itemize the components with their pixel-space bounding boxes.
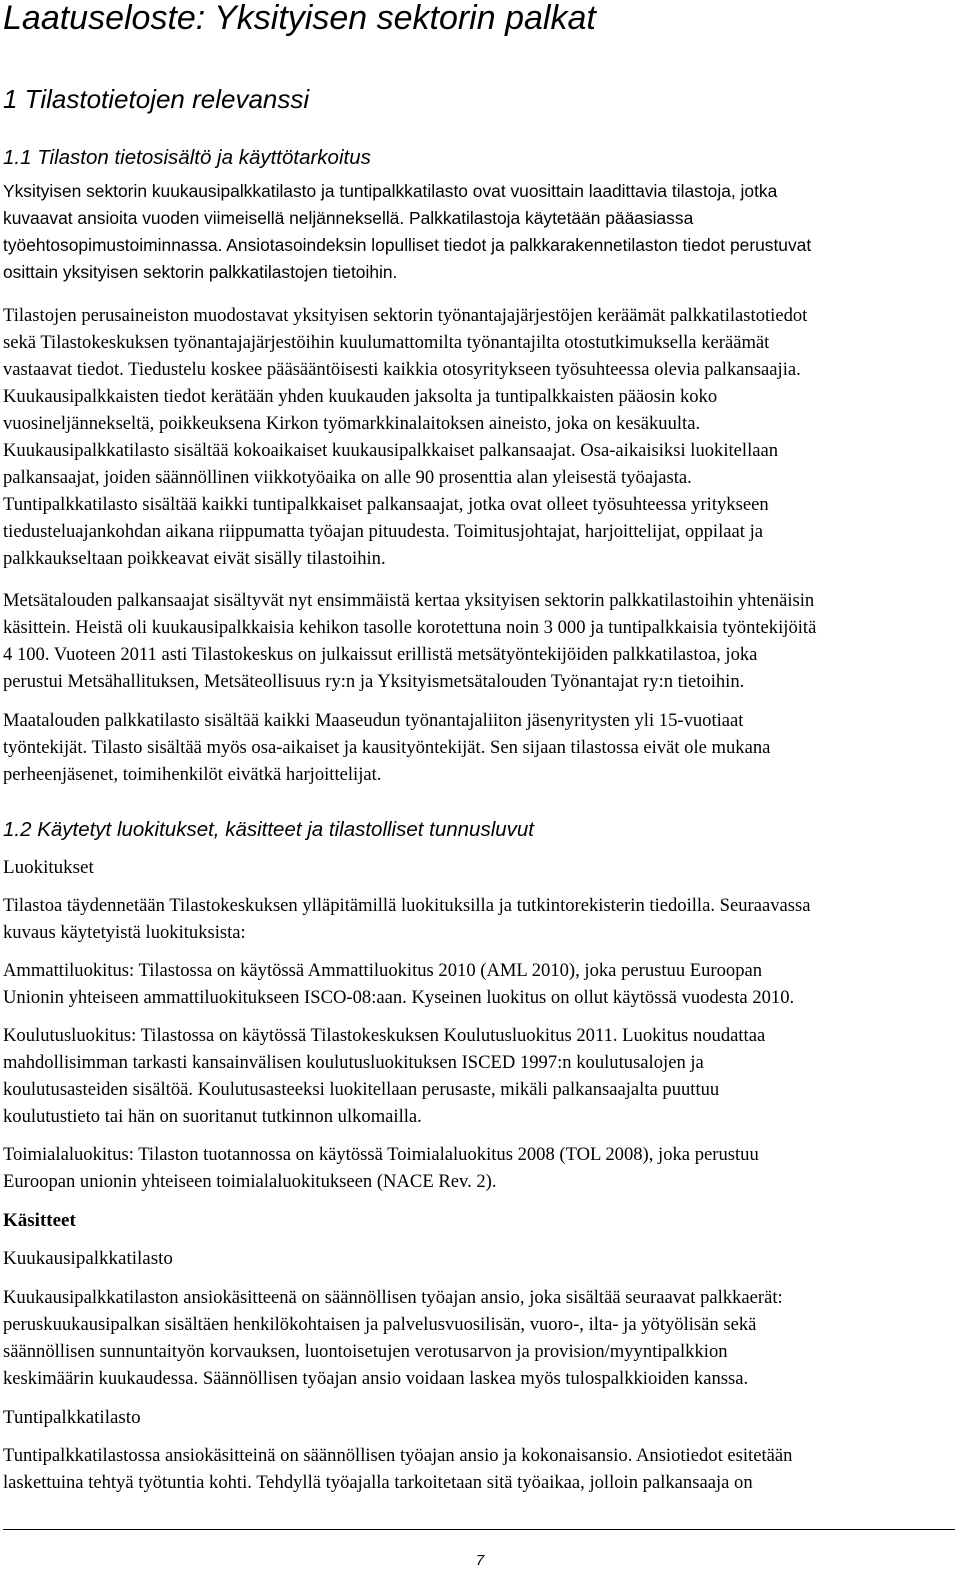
text-line: Koulutusluokitus: Tilastossa on käytössä Tilastokeskuksen Koulutusluokitus 2011. Luokitus noudattaa [3, 1025, 766, 1046]
text-line: Euroopan unionin yhteiseen toimialaluokitukseen (NACE Rev. 2). [3, 1171, 497, 1192]
text-line: kuvaavat ansioita vuoden viimeisellä neljänneksellä. Palkkatilastoja käytetään pääasiassa [3, 208, 694, 228]
text-line: Tilastoa täydennetään Tilastokeskuksen ylläpitämillä luokituksilla ja tutkintorekisterin tiedoilla. Seuraavassa [3, 895, 811, 916]
text-line: peruskuukausipalkan sisältäen henkilökohtaisen ja palvelusvuosilisän, vuoro-, ilta- ja yötyölisän sekä [3, 1314, 757, 1335]
text-line: tiedusteluajankohdan aikana riippumatta työajan pituudesta. Toimitusjohtajat, harjoittelijat, oppilaat ja [3, 521, 763, 542]
text-line: laskettuina tehtyä työtuntia kohti. Tehdyllä työajalla tarkoitetaan sitä työaikaa, jolloin palkansaaja on [3, 1472, 753, 1493]
subheading-kasitteet: Käsitteet [3, 1210, 76, 1231]
paragraph-industry-classification [3, 1141, 958, 1195]
text-line: vastaavat tiedot. Tiedustelu koskee pääsääntöisesti kaikkia otosyritykseen työsuhteessa olevia palkansaajia. [3, 359, 801, 380]
text-line: Yksityisen sektorin kuukausipalkkatilasto ja tuntipalkkatilasto ovat vuosittain laadittavia tilastoja, jotka [3, 181, 778, 201]
text-line: käsittein. Heistä oli kuukausipalkkaisia kehikon tasolle korotettuna noin 3 000 ja tuntipalkkaisia työntekijöitä [3, 617, 817, 638]
text-line: palkansaajat, joiden säännöllinen viikkotyöaika on alle 90 prosenttia alan yleisestä työajasta. [3, 467, 692, 488]
paragraph-occupation-classification [3, 957, 958, 1011]
text-line: työntekijät. Tilasto sisältää myös osa-aikaiset ja kausityöntekijät. Sen sijaan tilastossa eivät ole mukana [3, 737, 771, 758]
page-number: 7 [475, 1552, 485, 1569]
document-title: Laatuseloste: Yksityisen sektorin palkat [3, 0, 596, 37]
text-line: Unionin yhteiseen ammattiluokitukseen ISCO-08:aan. Kyseinen luokitus on ollut käytössä vuodesta 2010. [3, 987, 795, 1008]
text-line: mahdollisimman tarkasti kansainvälisen koulutusluokituksen ISCED 1997:n koulutusalojen ja [3, 1052, 704, 1073]
paragraph-classifications-intro [3, 892, 958, 946]
paragraph-hourly-earnings [3, 1442, 958, 1496]
text-line: osittain yksityisen sektorin palkkatilastojen tietoihin. [3, 262, 398, 282]
subheading-luokitukset: Luokitukset [3, 857, 94, 878]
footer-divider [3, 1529, 955, 1530]
section-heading-1-1: 1.1 Tilaston tietosisältö ja käyttötarkoitus [3, 146, 371, 169]
text-line: palkkaukseltaan poikkeavat eivät sisälly tilastoihin. [3, 548, 386, 569]
text-line: työehtosopimustoiminnassa. Ansiotasoindeksin lopulliset tiedot ja palkkarakennetilaston tiedot perustuvat [3, 235, 812, 255]
text-line: koulutusasteiden sisältöä. Koulutusasteeksi luokitellaan perusaste, mikäli palkansaajalta puuttuu [3, 1079, 720, 1100]
text-line: Tuntipalkkatilasto sisältää kaikki tuntipalkkaiset palkansaajat, jotka ovat olleet työsuhteessa yritykseen [3, 494, 769, 515]
paragraph-forestry [3, 587, 958, 695]
paragraph-data-sources [3, 302, 958, 572]
text-line: Metsätalouden palkansaajat sisältyvät nyt ensimmäistä kertaa yksityisen sektorin palkkatilastoihin yhtenäisin [3, 590, 815, 611]
paragraph-scope [3, 178, 958, 286]
text-line: Ammattiluokitus: Tilastossa on käytössä Ammattiluokitus 2010 (AML 2010), joka perustuu Euroopan [3, 960, 763, 981]
paragraph-agriculture [3, 707, 958, 788]
paragraph-monthly-earnings [3, 1284, 958, 1392]
text-line: Tuntipalkkatilastossa ansiokäsitteinä on säännöllisen työajan ansio ja kokonaisansio. Ansiotiedot esitetään [3, 1445, 793, 1466]
text-line: säännöllisen sunnuntaityön korvauksen, luontoisetujen verotusarvon ja provision/myyntipalkkion [3, 1341, 728, 1362]
text-line: sekä Tilastokeskuksen työnantajajärjestöihin kuulumattomilta työnantajilta otostutkimuksella keräämät [3, 332, 770, 353]
text-line: kuvaus käytetyistä luokituksista: [3, 922, 246, 943]
section-heading-1-2: 1.2 Käytetyt luokitukset, käsitteet ja tilastolliset tunnusluvut [3, 818, 534, 841]
text-line: Kuukausipalkkatilaston ansiokäsitteenä on säännöllisen työajan ansio, joka sisältää seuraavat palkkaerät: [3, 1287, 783, 1308]
text-line: perustui Metsähallituksen, Metsäteollisuus ry:n ja Yksityismetsätalouden Työnantajat ry:n tietoihin. [3, 671, 745, 692]
text-line: 4 100. Vuoteen 2011 asti Tilastokeskus on julkaissut erillistä metsätyöntekijöiden palkkatilastoa, joka [3, 644, 758, 665]
text-line: Toimialaluokitus: Tilaston tuotannossa on käytössä Toimialaluokitus 2008 (TOL 2008), joka perustuu [3, 1144, 759, 1165]
section-heading-1: 1 Tilastotietojen relevanssi [3, 84, 310, 114]
text-line: perheenjäsenet, toimihenkilöt eivätkä harjoittelijat. [3, 764, 382, 785]
text-line: vuosineljännekseltä, poikkeuksena Kirkon työmarkkinalaitoksen aineisto, joka on kesäkuulta. [3, 413, 701, 434]
paragraph-education-classification [3, 1022, 958, 1130]
subheading-tuntipalkkatilasto: Tuntipalkkatilasto [3, 1407, 141, 1428]
text-line: Kuukausipalkkaisten tiedot kerätään yhden kuukauden jaksolta ja tuntipalkkaisten pääosin koko [3, 386, 718, 407]
text-line: Tilastojen perusaineiston muodostavat yksityisen sektorin työnantajajärjestöjen keräämät palkkatilastotiedot [3, 305, 808, 326]
subheading-kuukausipalkkatilasto: Kuukausipalkkatilasto [3, 1248, 173, 1269]
text-line: koulutustieto tai hän on suoritanut tutkinnon ulkomailla. [3, 1106, 422, 1127]
text-line: Maatalouden palkkatilasto sisältää kaikki Maaseudun työnantajaliiton jäsenyritysten yli 15-vuotiaat [3, 710, 744, 731]
text-line: keskimäärin kuukaudessa. Säännöllisen työajan ansio voidaan laskea myös tulospalkkioiden kanssa. [3, 1368, 749, 1389]
text-line: Kuukausipalkkatilasto sisältää kokoaikaiset kuukausipalkkaiset palkansaajat. Osa-aikaisiksi luokitellaan [3, 440, 779, 461]
